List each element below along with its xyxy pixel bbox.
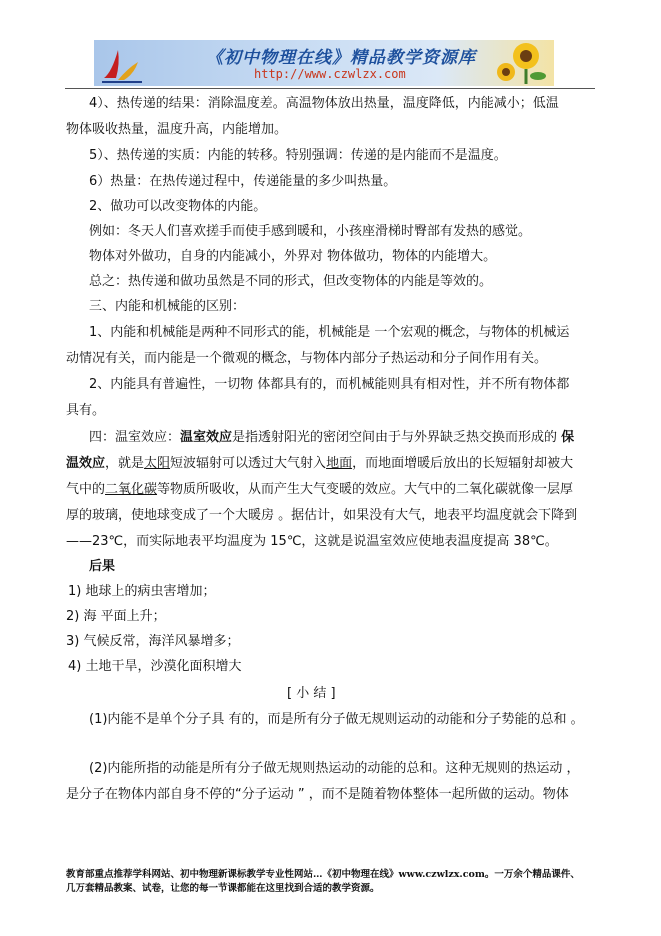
text-line: 具有。 bbox=[66, 403, 106, 418]
text-line: 总之：热传递和做功虽然是不同的形式，但改变物体的内能是等效的。 bbox=[89, 274, 493, 289]
footer-line: 教育部重点推荐学科网站、初中物理新课标教学专业性网站…《初中物理在线》www.czwlzx.com。一万余个精品课件、 bbox=[66, 869, 580, 880]
header-banner bbox=[94, 40, 554, 86]
text-line: 6）热量：在热传递过程中，传递能量的多少叫热量。 bbox=[89, 174, 397, 189]
consequences-heading: 后果 bbox=[89, 559, 116, 574]
summary-heading: [ 小 结 ] bbox=[287, 686, 336, 701]
list-item: 2) 海 平面上升； bbox=[66, 609, 166, 624]
text-line: 例如：冬天人们喜欢搓手而使手感到暖和，小孩座滑梯时臀部有发热的感觉。 bbox=[89, 224, 532, 239]
list-item: 1) 地球上的病虫害增加； bbox=[68, 584, 216, 599]
text-line: 1、内能和机械能是两种不同形式的能，机械能是 一个宏观的概念，与物体的机械运 bbox=[89, 325, 570, 340]
footer-line: 几万套精品教案、试卷，让您的每一节课都能在这里找到合适的教学资源。 bbox=[66, 883, 380, 894]
header-divider bbox=[65, 88, 595, 89]
section-heading: 三、内能和机械能的区别： bbox=[89, 299, 246, 314]
banner-title: 《初中物理在线》精品教学资源库 bbox=[206, 48, 476, 68]
banner-url[interactable]: http://www.czwlzx.com bbox=[254, 67, 406, 81]
greenhouse-line: 温效应，就是太阳短波辐射可以透过大气射入地面，而地面增暖后放出的长短辐射却被大 bbox=[66, 456, 574, 471]
summary-line: (2)内能所指的动能是所有分子做无规则热运动的动能的总和。这种无规则的热运动 ， bbox=[89, 761, 580, 776]
greenhouse-line: 四：温室效应：温室效应是指透射阳光的密闭空间由于与外界缺乏热交换而形成的 保 bbox=[89, 430, 575, 445]
greenhouse-line: 厚的玻璃，使地球变成了一个大暖房 。据估计，如果没有大气，地表平均温度就会下降到 bbox=[66, 508, 578, 523]
text-line: 物体对外做功，自身的内能减小，外界对 物体做功，物体的内能增大。 bbox=[89, 249, 497, 264]
text-line: 5）、热传递的实质：内能的转移。特别强调：传递的是内能而不是温度。 bbox=[89, 148, 507, 163]
greenhouse-line: 气中的二氧化碳等物质所吸收，从而产生大气变暖的效应。大气中的二氧化碳就像一层厚 bbox=[66, 482, 574, 497]
list-item: 4) 土地干旱，沙漠化面积增大 bbox=[68, 659, 242, 674]
text-line: 2、做功可以改变物体的内能。 bbox=[89, 199, 267, 214]
text-line: 物体吸收热量，温度升高，内能增加。 bbox=[66, 122, 288, 137]
text-line: 4）、热传递的结果：消除温度差。高温物体放出热量，温度降低，内能减小；低温 bbox=[89, 96, 559, 111]
sunflower-image bbox=[496, 42, 548, 84]
site-logo-icon bbox=[98, 42, 146, 84]
list-item: 3) 气候反常，海洋风暴增多； bbox=[66, 634, 240, 649]
text-line: 动情况有关，而内能是一个微观的概念，与物体内部分子热运动和分子间作用有关。 bbox=[66, 351, 548, 366]
greenhouse-line: ——23℃，而实际地表平均温度为 15℃，这就是说温室效应使地表温度提高 38℃。 bbox=[66, 534, 558, 549]
summary-line: (1)内能不是单个分子具 有的，而是所有分子做无规则运动的动能和分子势能的总和 。 bbox=[89, 712, 584, 727]
text-line: 2、内能具有普遍性，一切物 体都具有的，而机械能则具有相对性，并不所有物体都 bbox=[89, 377, 570, 392]
summary-line: 是分子在物体内部自身不停的“分子运动 ” ，而不是随着物体整体一起所做的运动。物体 bbox=[66, 787, 569, 802]
